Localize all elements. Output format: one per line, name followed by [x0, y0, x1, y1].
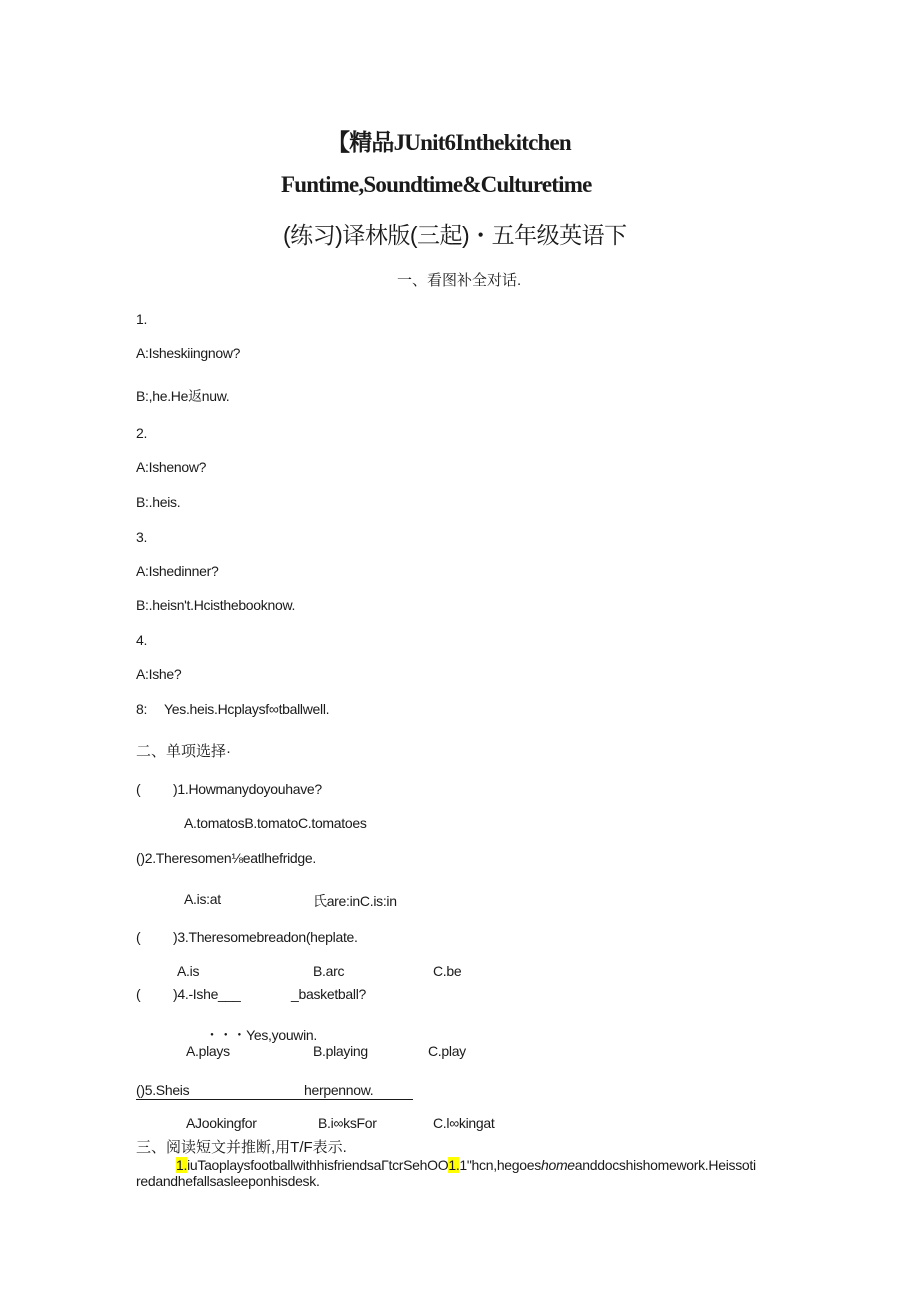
title-line-3: (练习)译林版(三起)・五年级英语下 [283, 222, 627, 248]
passage-line-2: redandhefallsasleeponhisdesk. [136, 1173, 320, 1189]
mc5-option-c: C.l∞kingat [433, 1115, 495, 1131]
q2-line-a: A:Ishenow? [136, 459, 207, 475]
q4-line-b-prefix: 8: [136, 701, 148, 717]
section-2-heading: 二、单项选择· [136, 743, 231, 760]
q2-line-b: B:.heis. [136, 494, 181, 510]
highlight-2: 1. [448, 1157, 460, 1173]
q3-line-b: B:.heisn't.Hcisthebooknow. [136, 597, 296, 613]
mc4-reply: ・・・Yes,youwin. [205, 1027, 317, 1043]
q1-line-a: A:Isheskiingnow? [136, 345, 241, 361]
mc2-question: ()2.Theresomen⅛eatlhefridge. [136, 850, 316, 866]
mc5-question-end: herpennow. [304, 1082, 374, 1098]
passage-text-b: 1"hcn,hegoes [459, 1157, 541, 1173]
passage-text-c: anddocshishomework.Heissoti [574, 1157, 756, 1173]
mc4-question-end: _basketball? [291, 986, 367, 1002]
mc2-option-a: A.is:at [184, 891, 221, 907]
mc1-options: A.tomatosB.tomatoC.tomatoes [184, 815, 367, 831]
mc4-option-a: A.plays [186, 1043, 230, 1059]
title-line-2: Funtime,Soundtime&Culturetime [281, 172, 592, 197]
mc4-paren-open: ( [136, 986, 141, 1002]
section-1-heading: 一、看图补全对话. [397, 272, 522, 289]
mc4-option-b: B.playing [313, 1043, 368, 1059]
mc1-paren-open: ( [136, 781, 141, 797]
mc1-question: )1.Howmanydoyouhave? [173, 781, 322, 797]
passage-text-home: home [540, 1157, 575, 1173]
q1-line-b: B:,he.He返nuw. [136, 388, 230, 404]
mc3-option-b: B.arc [313, 963, 345, 979]
mc2-option-b: 氏are:inC.is:in [313, 893, 397, 909]
passage-text-a: iuTaoplaysfootballwithhisfriendsaΓtcrSehOO [187, 1157, 449, 1173]
mc3-option-c: C.be [433, 963, 462, 979]
mc3-option-a: A.is [177, 963, 200, 979]
highlight-1: 1. [176, 1157, 188, 1173]
mc3-question: )3.Theresomebreadon(heplate. [173, 929, 358, 945]
mc5-option-b: B.i∞ksFor [318, 1115, 377, 1131]
mc5-option-a: AJookingfor [186, 1115, 257, 1131]
q4-line-a: A:Ishe? [136, 666, 182, 682]
q4-number: 4. [136, 632, 148, 648]
q4-line-b: Yes.heis.Hcplaysf∞tballwell. [164, 701, 330, 717]
mc3-paren-open: ( [136, 929, 141, 945]
q3-line-a: A:Ishedinner? [136, 563, 219, 579]
mc5-underline [136, 1098, 413, 1100]
mc4-question: )4.-Ishe___ [173, 986, 241, 1002]
mc5-question: ()5.Sheis [136, 1082, 190, 1098]
title-line-1: 【精品JUnit6Inthekitchen [327, 130, 571, 155]
q2-number: 2. [136, 425, 148, 441]
passage-line-1 [176, 1157, 756, 1173]
section-3-heading: 三、阅读短文并推断,用T/F表示. [136, 1139, 347, 1156]
q1-number: 1. [136, 311, 148, 327]
q3-number: 3. [136, 529, 148, 545]
mc4-option-c: C.play [428, 1043, 466, 1059]
